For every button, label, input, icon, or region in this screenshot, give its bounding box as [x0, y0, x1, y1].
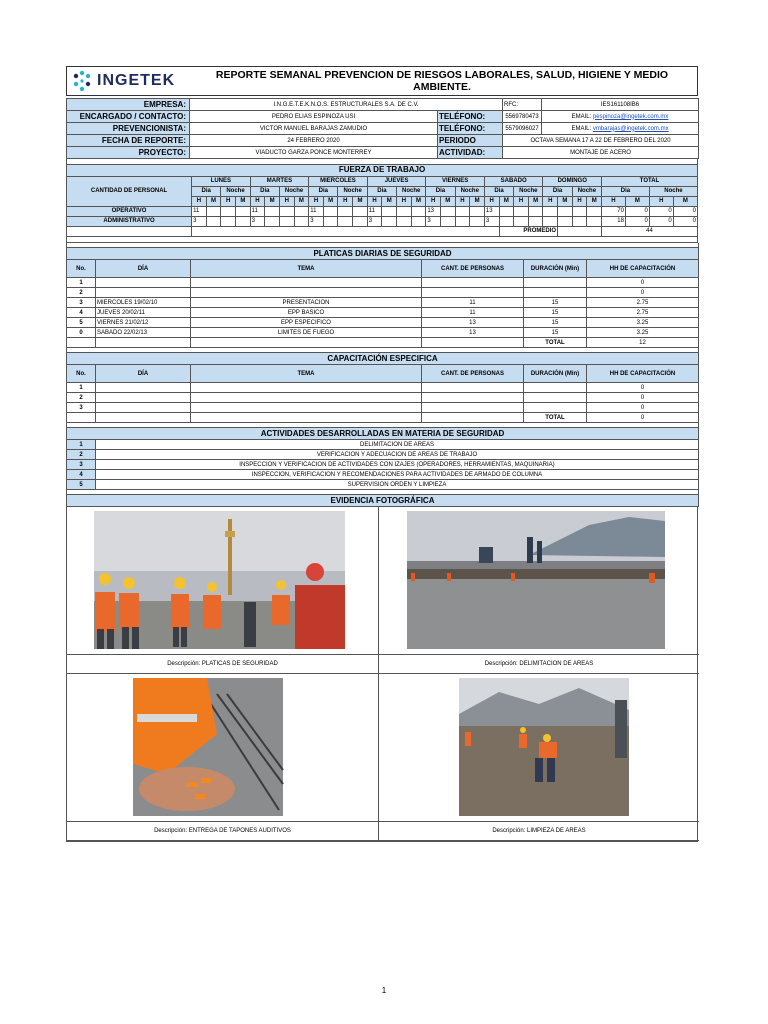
platica-hh: 0 [587, 288, 699, 298]
fuerza-total-cell: 70 [602, 206, 626, 216]
platica-row [67, 278, 699, 288]
gender-m: M [294, 196, 309, 206]
capacitacion-header-hh: HH DE CAPACITACIÓN [587, 365, 699, 383]
day-header: DOMINGO [543, 176, 602, 186]
fuerza-cell [206, 206, 221, 216]
fuerza-cell [221, 206, 236, 216]
capacitacion-total-value: 0 [587, 413, 699, 423]
day-header: MIERCOLES [309, 176, 368, 186]
platica-row [67, 308, 699, 318]
fuerza-cell [572, 206, 587, 216]
actividad-text: VERIFICACION Y ADECUACION DE AREAS DE TRABAJO [96, 450, 699, 460]
gender-h: H [514, 196, 529, 206]
telefono-label-1: TELÉFONO: [438, 111, 503, 123]
fuerza-cell: 13 [484, 206, 499, 216]
encargado-value: PEDRO ELIAS ESPINOZA USI [190, 111, 438, 123]
actividad-value: MONTAJE DE ACERO [503, 147, 699, 159]
fuerza-title: FUERZA DE TRABAJO [67, 164, 698, 176]
actividades-title: ACTIVIDADES DESARROLLADAS EN MATERIA DE SEGURIDAD [67, 428, 699, 440]
fuerza-cell [440, 206, 455, 216]
platica-hh: 3.25 [587, 318, 699, 328]
day-header: MARTES [250, 176, 309, 186]
fuerza-total-cell: 0 [673, 206, 697, 216]
proyecto-value: VIADUCTO GARZA PONCE MONTERREY [190, 147, 438, 159]
platica-dur: 15 [524, 318, 587, 328]
rfc-value: IES161108IB6 [542, 99, 699, 111]
platica-no: 0 [67, 328, 96, 338]
photo-safety-talk-image [67, 507, 377, 654]
fuerza-cell [323, 206, 338, 216]
fuerza-cell [236, 206, 251, 216]
fuerza-cell [397, 216, 412, 226]
capacitacion-no: 2 [67, 393, 96, 403]
platica-cant [422, 288, 524, 298]
fuerza-cell [558, 216, 573, 226]
platica-dia: MIERCOLES 19/02/10 [96, 298, 191, 308]
photo-area-delimitation [379, 507, 699, 654]
platicas-table [66, 243, 699, 508]
shift-noche: Noche [397, 186, 426, 196]
fuerza-cell [587, 206, 602, 216]
shift-noche: Noche [279, 186, 308, 196]
photo-earplugs-image [67, 674, 377, 821]
fuerza-total-cell: 0 [673, 216, 697, 226]
capacitacion-header-no: No. [67, 365, 96, 383]
shift-dia: Dia [367, 186, 396, 196]
platica-no: 4 [67, 308, 96, 318]
fuerza-cell: 11 [192, 206, 207, 216]
actividad-row [67, 480, 699, 490]
photo-area-delimitation-image [379, 507, 697, 654]
capacitacion-tema [191, 393, 422, 403]
capacitacion-row [67, 403, 699, 413]
platicas-total-label: TOTAL [524, 338, 587, 348]
platica-tema [191, 278, 422, 288]
evidencia-title: EVIDENCIA FOTOGRÁFICA [67, 495, 699, 507]
platica-hh: 3.25 [587, 328, 699, 338]
telefono-value-2: 5579096027 [503, 123, 542, 135]
platica-tema: EPP BASICO [191, 308, 422, 318]
fuerza-cell [279, 206, 294, 216]
fecha-label: FECHA DE REPORTE: [67, 135, 190, 147]
gender-m: M [206, 196, 221, 206]
capacitacion-title: CAPACITACIÓN ESPECIFICA [67, 353, 699, 365]
gender-m: M [323, 196, 338, 206]
platica-row [67, 318, 699, 328]
platica-tema: LIMITES DE FUEGO [191, 328, 422, 338]
report-sheet [66, 66, 698, 842]
gender-h: H [367, 196, 382, 206]
email-link-2[interactable]: vmbarajas@ingetek.com.mx [592, 125, 669, 132]
empty-cell [192, 226, 499, 236]
company-logo [67, 67, 187, 95]
fuerza-cell: 3 [484, 216, 499, 226]
platicas-header-cant: CANT. DE PERSONAS [422, 260, 524, 278]
fuerza-cell [353, 206, 368, 216]
fuerza-cell: 3 [250, 216, 265, 226]
actividad-no: 5 [67, 480, 96, 490]
empty-cell [67, 226, 192, 236]
day-header: JUEVES [367, 176, 426, 186]
periodo-label: PERIODO [438, 135, 503, 147]
shift-noche: Noche [455, 186, 484, 196]
platica-row [67, 288, 699, 298]
gender-m: M [265, 196, 280, 206]
gender-h: H [221, 196, 236, 206]
cantidad-personal-label: CANTIDAD DE PERSONAL [67, 176, 192, 206]
page-number: 1 [381, 986, 387, 995]
fuerza-cell [528, 206, 543, 216]
empresa-value: I.N.G.E.T.E.K.N.O.S. ESTRUCTURALES S.A. DE C.V. [190, 99, 503, 111]
photo-desc-3: Descripción: ENTREGA DE TAPONES AUDITIVOS [67, 821, 378, 840]
gender-m: M [382, 196, 397, 206]
fuerza-cell [499, 216, 514, 226]
gender-h: H [192, 196, 207, 206]
photo-cell-4 [379, 674, 699, 841]
capacitacion-dur [524, 393, 587, 403]
email-link-1[interactable]: pespinoza@ingetek.com.mx [592, 113, 669, 120]
photo-cell-1 [67, 507, 379, 674]
fuerza-cell: 11 [250, 206, 265, 216]
gender-h: H [455, 196, 470, 206]
empty-cell [558, 226, 602, 236]
actividad-row [67, 440, 699, 450]
photo-safety-talk [67, 507, 378, 654]
fuerza-cell: 3 [192, 216, 207, 226]
photo-cell-3 [67, 674, 379, 841]
shift-dia: Dia [309, 186, 338, 196]
fuerza-table [66, 159, 698, 243]
capacitacion-tema [191, 403, 422, 413]
fuerza-cell [279, 216, 294, 226]
fuerza-cell [558, 206, 573, 216]
gender-m: M [625, 196, 649, 206]
fuerza-total-cell: 18 [602, 216, 626, 226]
platica-cant: 11 [422, 308, 524, 318]
fuerza-cell [455, 216, 470, 226]
fuerza-cell [206, 216, 221, 226]
platica-row [67, 328, 699, 338]
fuerza-total-cell: 0 [649, 206, 673, 216]
capacitacion-dia [96, 403, 191, 413]
platica-hh: 0 [587, 278, 699, 288]
fuerza-cell [265, 206, 280, 216]
fuerza-total-cell: 0 [649, 216, 673, 226]
email-cell-2 [542, 123, 699, 135]
fuerza-cell [411, 216, 426, 226]
capacitacion-header-dia: DÍA [96, 365, 191, 383]
fuerza-cell [323, 216, 338, 226]
total-header: TOTAL [602, 176, 698, 186]
shift-dia: Dia [192, 186, 221, 196]
fuerza-cell [543, 206, 558, 216]
platica-hh: 2.75 [587, 308, 699, 318]
email-label-2: EMAIL: [571, 125, 592, 132]
periodo-value: OCTAVA SEMANA 17 A 22 DE FEBRERO DEL 2020 [503, 135, 699, 147]
shift-dia: Dia [543, 186, 572, 196]
capacitacion-header-tema: TEMA [191, 365, 422, 383]
fuerza-cell [528, 216, 543, 226]
capacitacion-no: 3 [67, 403, 96, 413]
photo-desc-2: Descripción: DELIMITACION DE AREAS [379, 654, 699, 673]
platicas-header-hh: HH DE CAPACITACIÓN [587, 260, 699, 278]
gender-h: H [543, 196, 558, 206]
capacitacion-cant [422, 383, 524, 393]
ingetek-logo-icon [71, 70, 93, 92]
promedio-label: PROMEDIO [499, 226, 558, 236]
fuerza-cell: 3 [426, 216, 441, 226]
capacitacion-cant [422, 403, 524, 413]
platica-dur: 15 [524, 328, 587, 338]
telefono-value-1: 5569780473 [503, 111, 542, 123]
fuerza-cell [470, 206, 485, 216]
platica-no: 1 [67, 278, 96, 288]
gender-h: H [338, 196, 353, 206]
info-table [66, 98, 699, 159]
fuerza-cell [411, 206, 426, 216]
fuerza-cell [221, 216, 236, 226]
actividad-no: 3 [67, 460, 96, 470]
fuerza-cell [514, 206, 529, 216]
capacitacion-dia [96, 393, 191, 403]
prevencionista-value: VICTOR MANUEL BARAJAS ZAMUDIO [190, 123, 438, 135]
capacitacion-cant [422, 393, 524, 403]
fuerza-cell [397, 206, 412, 216]
gender-m: M [673, 196, 697, 206]
report-header [66, 66, 698, 96]
fuerza-row [67, 216, 698, 226]
actividad-no: 4 [67, 470, 96, 480]
fuerza-cell [294, 216, 309, 226]
shift-dia: Dia [250, 186, 279, 196]
capacitacion-no: 1 [67, 383, 96, 393]
email-cell-1 [542, 111, 699, 123]
actividad-text: SUPERVISION ORDEN Y LIMPIEZA [96, 480, 699, 490]
photo-desc-4: Descripción: LIMPIEZA DE AREAS [379, 821, 699, 840]
platica-tema: PRESENTACION [191, 298, 422, 308]
platica-dia: JUEVES 20/02/11 [96, 308, 191, 318]
fuerza-cell: 3 [367, 216, 382, 226]
actividad-text: INSPECCION Y VERIFICACION DE ACTIVIDADES CON IZAJES (OPERADORES, HERRAMIENTAS, MAQUINARIA) [96, 460, 699, 470]
platica-dia [96, 288, 191, 298]
capacitacion-tema [191, 383, 422, 393]
fuerza-cell [470, 216, 485, 226]
proyecto-label: PROYECTO: [67, 147, 190, 159]
gender-m: M [558, 196, 573, 206]
capacitacion-row [67, 383, 699, 393]
fuerza-cell: 11 [309, 206, 324, 216]
fuerza-cell [587, 216, 602, 226]
gender-h: H [397, 196, 412, 206]
gender-m: M [411, 196, 426, 206]
photo-area-cleanup-image [379, 674, 697, 821]
platica-no: 2 [67, 288, 96, 298]
gender-m: M [587, 196, 602, 206]
gender-h: H [426, 196, 441, 206]
gender-m: M [528, 196, 543, 206]
gender-h: H [572, 196, 587, 206]
platica-dia: VIERNES 21/02/12 [96, 318, 191, 328]
day-header: VIERNES [426, 176, 485, 186]
fuerza-cell [382, 216, 397, 226]
gender-h: H [250, 196, 265, 206]
platicas-title: PLATICAS DIARIAS DE SEGURIDAD [67, 248, 699, 260]
telefono-label-2: TELÉFONO: [438, 123, 503, 135]
capacitacion-dia [96, 383, 191, 393]
fuerza-cell [543, 216, 558, 226]
shift-dia: Dia [484, 186, 513, 196]
fecha-value: 24 FEBRERO 2020 [190, 135, 438, 147]
company-name: INGETEK [97, 72, 176, 89]
gender-m: M [470, 196, 485, 206]
platicas-header-dia: DÍA [96, 260, 191, 278]
fuerza-cell [499, 206, 514, 216]
empresa-label: EMPRESA: [67, 99, 190, 111]
fuerza-cell [382, 206, 397, 216]
gender-m: M [353, 196, 368, 206]
fuerza-cell [440, 216, 455, 226]
platica-dur: 15 [524, 298, 587, 308]
platica-dia [96, 278, 191, 288]
gender-h: H [279, 196, 294, 206]
capacitacion-row [67, 393, 699, 403]
fuerza-row-label: OPERATIVO [67, 206, 192, 216]
fuerza-total-cell: 0 [625, 216, 649, 226]
platica-no: 5 [67, 318, 96, 328]
photo-evidence-grid [66, 507, 698, 842]
platica-dur [524, 278, 587, 288]
platica-cant: 13 [422, 318, 524, 328]
actividad-row [67, 470, 699, 480]
shift-noche: Noche [572, 186, 601, 196]
platicas-header-no: No. [67, 260, 96, 278]
shift-noche: Noche [649, 186, 697, 196]
platica-dia: SABADO 22/02/13 [96, 328, 191, 338]
platica-row [67, 298, 699, 308]
report-title: REPORTE SEMANAL PREVENCION DE RIESGOS LABORALES, SALUD, HIGIENE Y MEDIO AMBIENTE. [215, 69, 669, 93]
photo-cell-2 [379, 507, 699, 674]
fuerza-cell [353, 216, 368, 226]
gender-h: H [649, 196, 673, 206]
prevencionista-label: PREVENCIONISTA: [67, 123, 190, 135]
shift-noche: Noche [514, 186, 543, 196]
day-header: LUNES [192, 176, 251, 186]
rfc-label: RFC: [503, 99, 542, 111]
shift-dia: Dia [426, 186, 455, 196]
platica-cant: 11 [422, 298, 524, 308]
day-header: SABADO [484, 176, 543, 186]
fuerza-cell: 13 [426, 206, 441, 216]
fuerza-cell [236, 216, 251, 226]
capacitacion-dur [524, 403, 587, 413]
fuerza-row-label: ADMINISTRATIVO [67, 216, 192, 226]
photo-earplugs [67, 674, 378, 821]
fuerza-cell [294, 206, 309, 216]
capacitacion-header-duracion: DURACIÓN (Min) [524, 365, 587, 383]
photo-area-cleanup [379, 674, 699, 821]
fuerza-cell [338, 216, 353, 226]
fuerza-cell: 11 [367, 206, 382, 216]
capacitacion-dur [524, 383, 587, 393]
fuerza-total-cell: 0 [625, 206, 649, 216]
capacitacion-hh: 0 [587, 383, 699, 393]
fuerza-cell [514, 216, 529, 226]
platica-tema: EPP ESPECIFICO [191, 318, 422, 328]
platicas-header-duracion: DURACIÓN (Min) [524, 260, 587, 278]
encargado-label: ENCARGADO / CONTACTO: [67, 111, 190, 123]
gender-h: H [309, 196, 324, 206]
actividad-no: 2 [67, 450, 96, 460]
platica-no: 3 [67, 298, 96, 308]
photo-desc-1: Descripción: PLATICAS DE SEGURIDAD [67, 654, 378, 673]
actividad-label: ACTIVIDAD: [438, 147, 503, 159]
platica-dur: 15 [524, 308, 587, 318]
shift-noche: Noche [221, 186, 250, 196]
shift-noche: Noche [338, 186, 367, 196]
platica-cant [422, 278, 524, 288]
platica-tema [191, 288, 422, 298]
fuerza-cell: 3 [309, 216, 324, 226]
actividad-row [67, 460, 699, 470]
platica-cant: 13 [422, 328, 524, 338]
platicas-header-tema: TEMA [191, 260, 422, 278]
actividad-text: DELIMITACION DE AREAS [96, 440, 699, 450]
gender-m: M [499, 196, 514, 206]
fuerza-row [67, 206, 698, 216]
actividad-row [67, 450, 699, 460]
fuerza-cell [338, 206, 353, 216]
shift-dia: Dia [602, 186, 650, 196]
gender-h: H [602, 196, 626, 206]
capacitacion-hh: 0 [587, 393, 699, 403]
gender-m: M [236, 196, 251, 206]
platicas-total-value: 12 [587, 338, 699, 348]
actividad-text: INSPECCION, VERIFICACION Y RECOMENDACIONES PARA ACTIVIDADES DE ARMADO DE COLUMNA [96, 470, 699, 480]
capacitacion-header-cant: CANT. DE PERSONAS [422, 365, 524, 383]
capacitacion-total-label: TOTAL [524, 413, 587, 423]
platica-hh: 2.75 [587, 298, 699, 308]
fuerza-cell [572, 216, 587, 226]
platica-dur [524, 288, 587, 298]
fuerza-cell [455, 206, 470, 216]
promedio-value: 44 [602, 226, 698, 236]
gender-h: H [484, 196, 499, 206]
email-label-1: EMAIL: [571, 113, 592, 120]
capacitacion-hh: 0 [587, 403, 699, 413]
gender-m: M [440, 196, 455, 206]
actividad-no: 1 [67, 440, 96, 450]
fuerza-cell [265, 216, 280, 226]
